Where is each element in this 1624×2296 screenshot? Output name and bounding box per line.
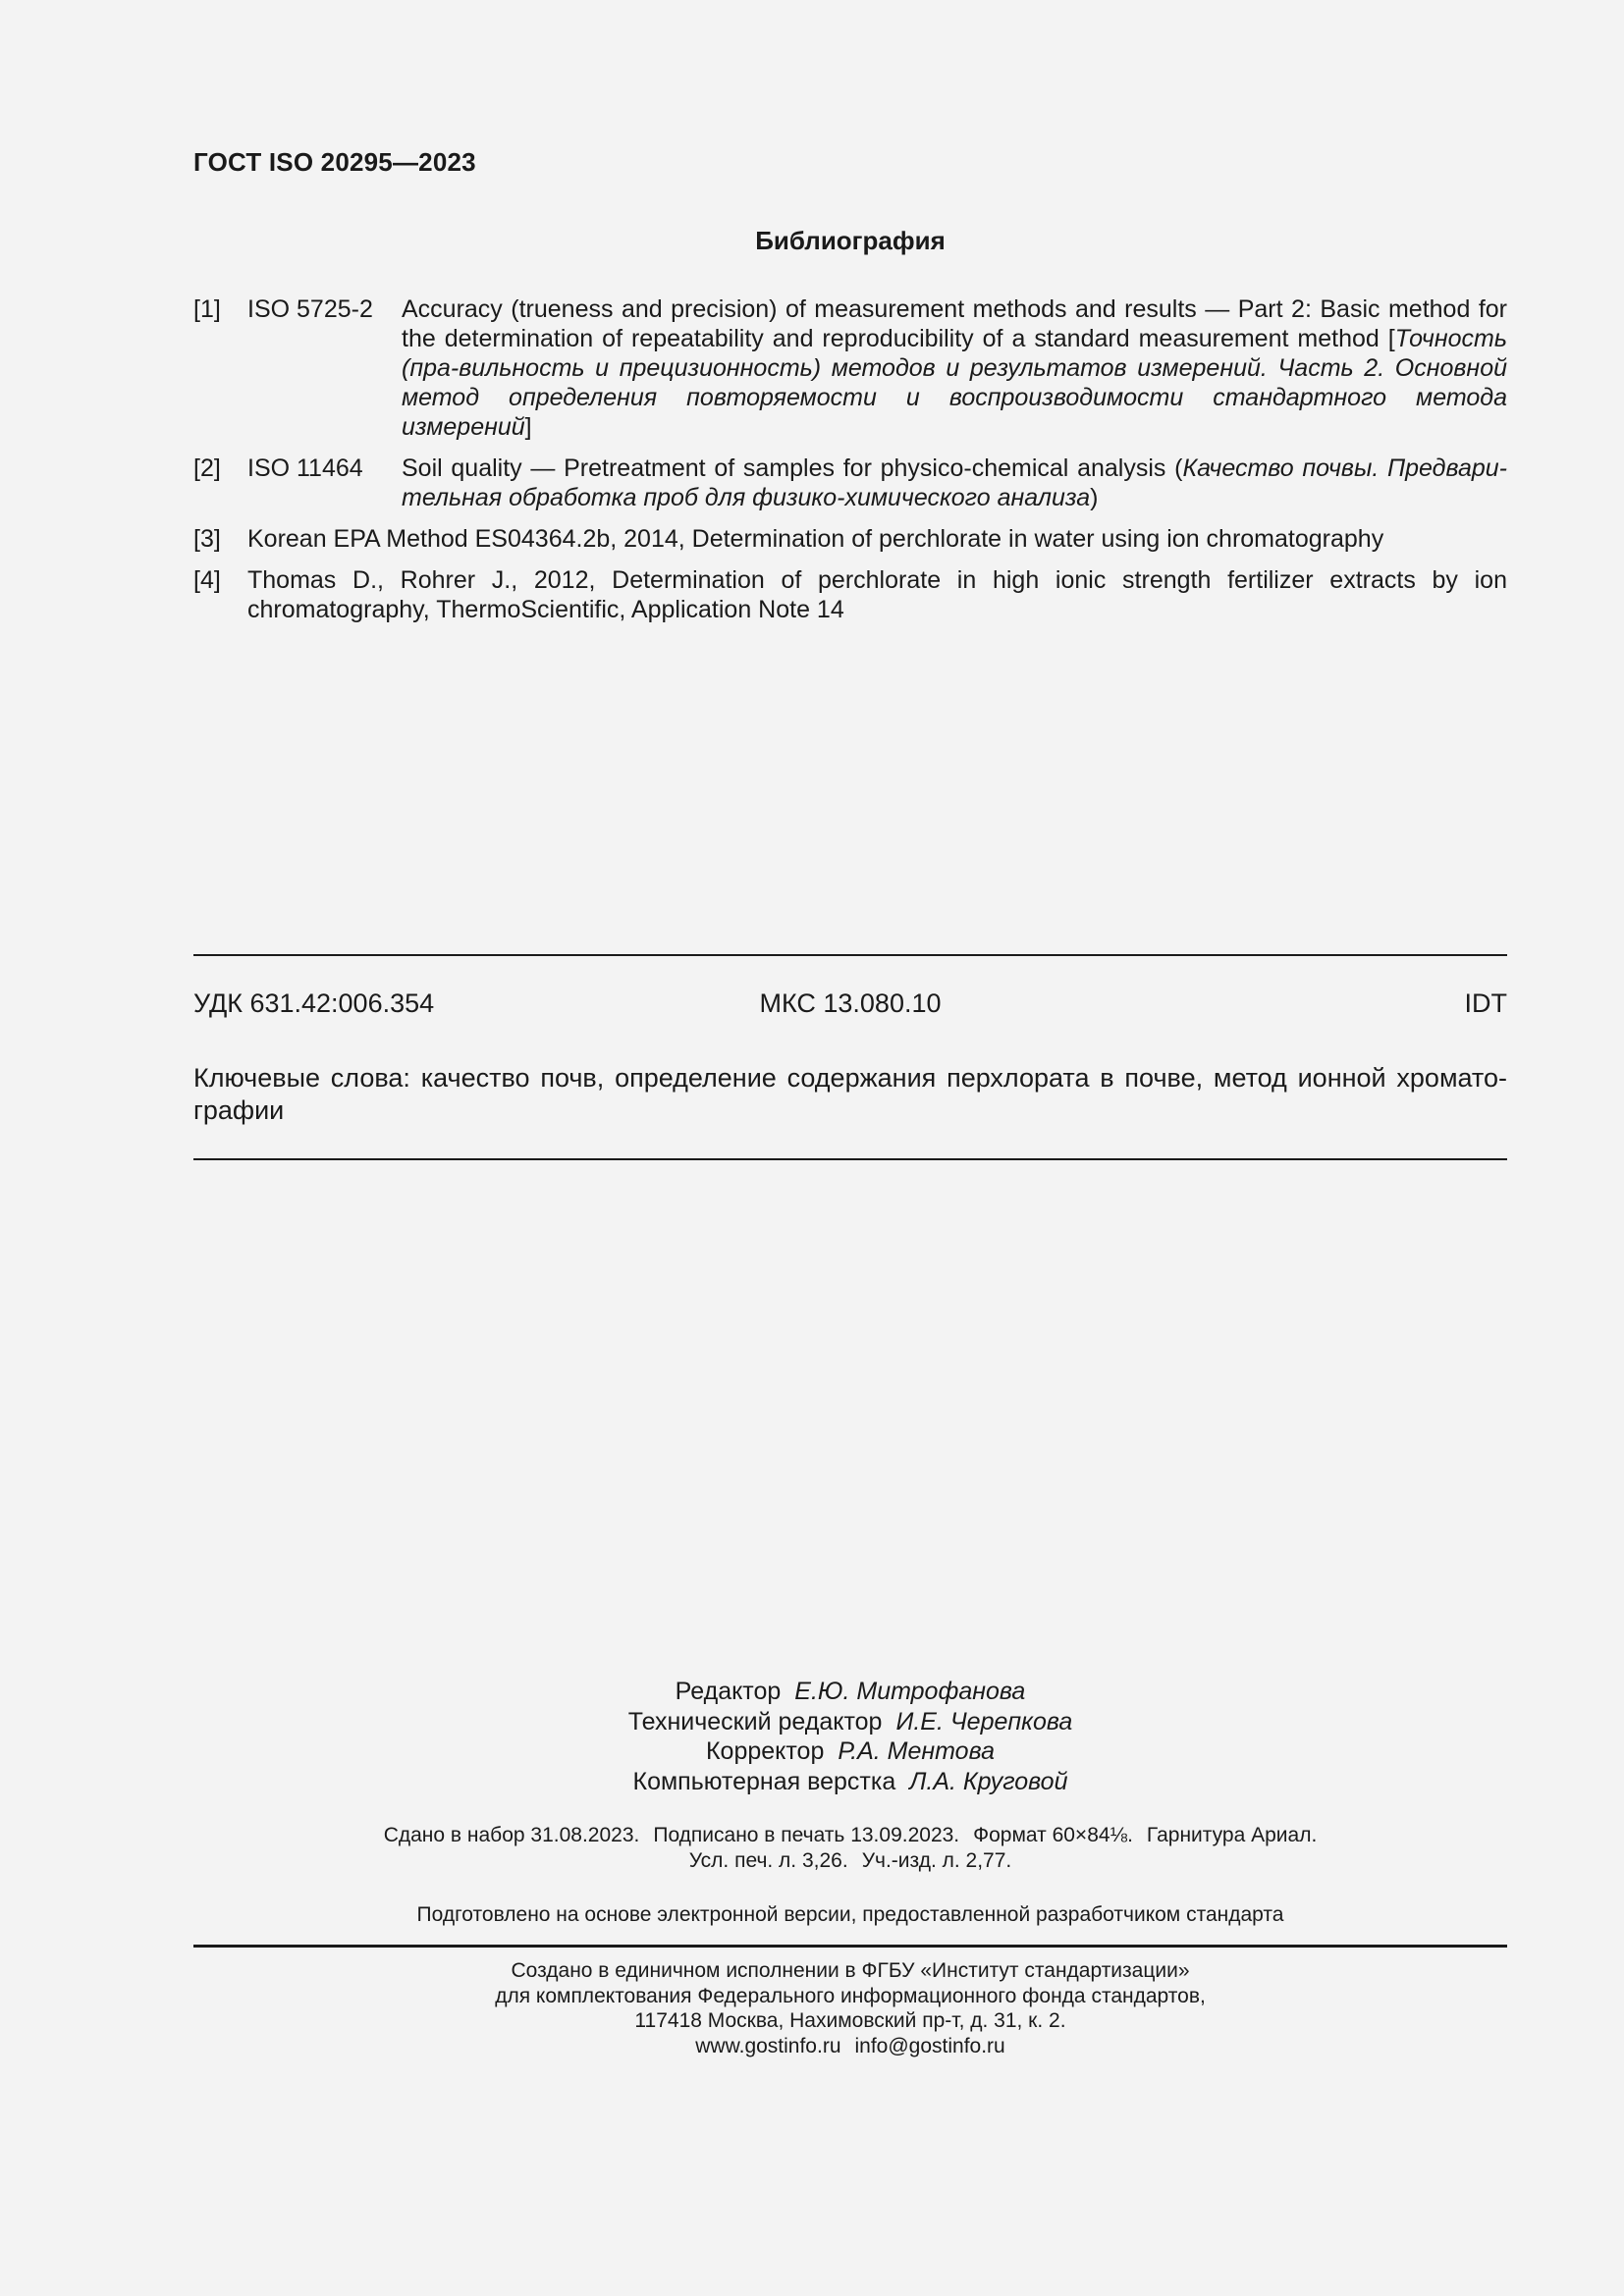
publisher-address: 117418 Москва, Нахимовский пр-т, д. 31, к. 2. <box>634 2009 1066 2032</box>
document-code: ГОСТ ISO 20295—2023 <box>193 147 476 177</box>
classification-row <box>193 988 1507 1022</box>
reference-number: [1] <box>193 295 221 323</box>
udk-code: УДК 631.42:006.354 <box>193 988 435 1018</box>
print-info <box>193 1823 1507 1874</box>
print-info-line-2: Усл. печ. л. 3,26. Уч.-изд. л. 2,77. <box>688 1849 1012 1872</box>
idt-label: IDT <box>1464 988 1507 1018</box>
reference-translation: Точность (пра-вильность и прецизионность) методов и результатов измерений. Часть 2. Основной метод определения повторяемости и воспроизводимости стандартного метода измерений <box>402 325 1507 441</box>
credit-technical-editor: Технический редактор И.Е. Черепкова <box>627 1707 1073 1735</box>
reference-text: Soil quality — Pretreatment of samples for physico-chemical analysis (Качество почвы. Предвари-тельная обработка проб для физико-химического анализа) <box>402 454 1508 511</box>
publisher-line-2: для комплектования Федерального информационного фонда стандартов, <box>495 1984 1206 2007</box>
divider-top <box>193 954 1507 956</box>
bibliography-entry <box>193 565 1507 624</box>
publisher-line-1: Создано в единичном исполнении в ФГБУ «Институт стандартизации» <box>511 1959 1190 1982</box>
credit-layout: Компьютерная верстка Л.А. Круговой <box>632 1767 1068 1795</box>
keywords: Ключевые слова: качество почв, определение содержания перхлората в почве, метод ионной хромато-графии <box>193 1063 1507 1125</box>
credit-proofreader: Корректор Р.А. Ментова <box>705 1737 995 1765</box>
reference-code: ISO 11464 <box>247 454 363 482</box>
reference-text: Accuracy (trueness and precision) of measurement methods and results — Part 2: Basic method for the determination of repeatability and reproducibility of a standard measurement method [Точность (пра-вильность и прецизионность) методов и результатов измерений. Часть 2. Основной метод определения повторяемости и воспроизводимости стандартного метода измерений] <box>402 295 1507 441</box>
credits-block <box>193 1677 1507 1796</box>
bibliography-entry <box>193 294 1507 442</box>
reference-translation: Качество почвы. Предвари-тельная обработка проб для физико-химического анализа <box>402 454 1508 511</box>
reference-text: Thomas D., Rohrer J., 2012, Determination of perchlorate in high ionic strength fertilizer extracts by ion chromatography, ThermoScientific, Application Note 14 <box>247 566 1507 623</box>
reference-number: [2] <box>193 454 221 482</box>
publisher-contacts <box>193 2034 1507 2059</box>
print-info-line-1: Сдано в набор 31.08.2023. Подписано в печать 13.09.2023. Формат 60×84⅛. Гарнитура Ариал. <box>383 1824 1318 1846</box>
bibliography-entry <box>193 524 1507 554</box>
bibliography-list <box>193 294 1507 636</box>
publisher-email[interactable]: info@gostinfo.ru <box>854 2034 1005 2057</box>
mks-code: МКС 13.080.10 <box>759 988 942 1018</box>
bibliography-entry <box>193 454 1507 512</box>
bibliography-title: Библиография <box>755 226 946 255</box>
publisher-website[interactable]: www.gostinfo.ru <box>695 2034 841 2057</box>
divider-publisher <box>193 1945 1507 1948</box>
reference-text: Korean EPA Method ES04364.2b, 2014, Determination of perchlorate in water using ion chromatography <box>247 525 1384 553</box>
prepared-note: Подготовлено на основе электронной версии, предоставленной разработчиком стандарта <box>416 1903 1284 1926</box>
credit-editor: Редактор Е.Ю. Митрофанова <box>675 1678 1026 1705</box>
reference-number: [4] <box>193 566 221 594</box>
divider-bottom <box>193 1158 1507 1160</box>
publisher-block <box>193 1958 1507 2058</box>
reference-number: [3] <box>193 525 221 553</box>
reference-code: ISO 5725-2 <box>247 295 373 323</box>
